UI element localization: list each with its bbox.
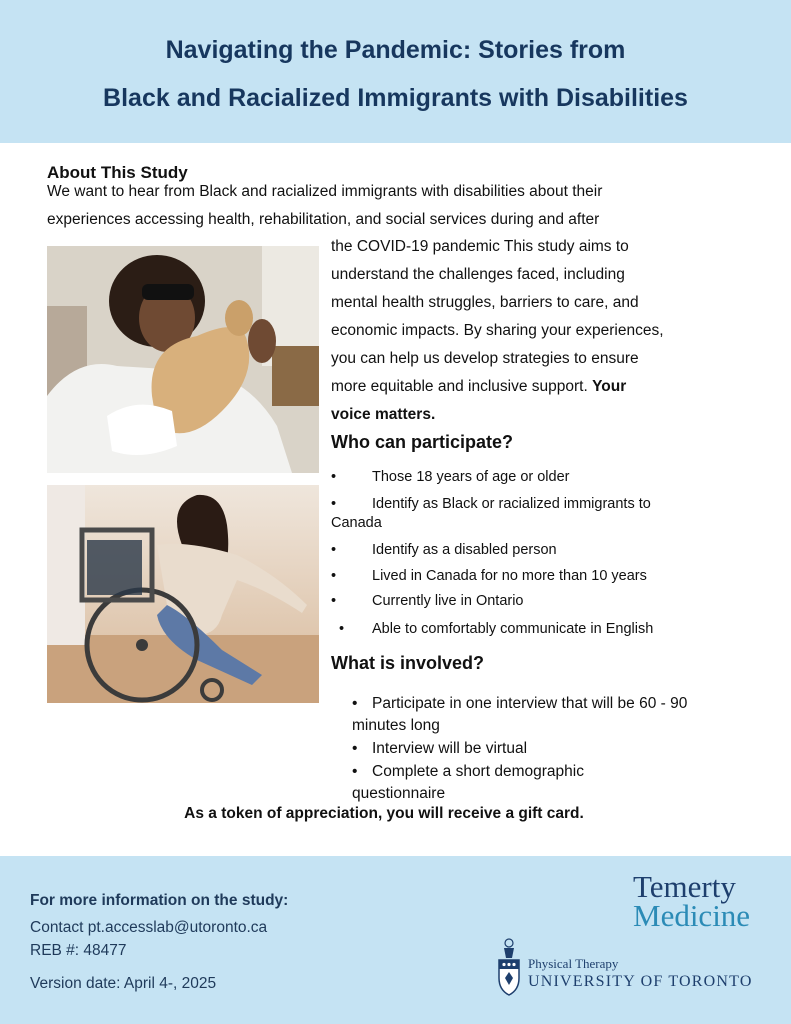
about-body	[331, 233, 731, 429]
body-line-text: more equitable and inclusive support.	[331, 378, 593, 395]
involved-text: Participate in one interview that will be 60 - 90	[372, 695, 688, 712]
body-line: economic impacts. By sharing your experiences,	[331, 322, 664, 339]
intro-line: experiences accessing health, rehabilitation, and social services during and after	[47, 211, 600, 228]
bullet-icon: •	[352, 695, 358, 712]
footer-heading: For more information on the study:	[30, 892, 289, 909]
page-title-line-2: Black and Racialized Immigrants with Disabilities	[103, 84, 688, 112]
page-title-line-1: Navigating the Pandemic: Stories from	[165, 36, 626, 64]
voice-matters-emphasis: voice matters.	[331, 406, 436, 423]
version-date: Version date: April 4-, 2025	[30, 975, 217, 992]
university-crest-icon	[496, 938, 522, 998]
bullet-icon: •	[352, 740, 358, 757]
contact-email-text: Contact pt.accesslab@utoronto.ca	[30, 919, 268, 936]
criteria-text: Lived in Canada for no more than 10 years	[372, 568, 647, 584]
involved-text-continued: questionnaire	[352, 785, 446, 802]
bullet-icon: •	[352, 763, 358, 780]
body-line	[331, 373, 731, 401]
bullet-icon: •	[331, 568, 337, 584]
photo-woman-in-wheelchair	[47, 485, 319, 703]
bullet-icon: •	[331, 469, 337, 485]
temerty-logo-line: Temerty	[633, 869, 736, 904]
body-line	[331, 401, 731, 429]
participate-heading: Who can participate?	[331, 432, 514, 452]
gift-card-notice: As a token of appreciation, you will receive a gift card.	[184, 805, 584, 822]
reb-number: REB #: 48477	[30, 942, 127, 959]
involved-text: Complete a short demographic	[372, 763, 584, 780]
body-line: understand the challenges faced, including	[331, 266, 625, 283]
bullet-icon: •	[331, 542, 337, 558]
involved-text: Interview will be virtual	[372, 740, 528, 757]
involved-text-continued: minutes long	[352, 717, 440, 734]
criteria-text: Identify as Black or racialized immigrants to	[372, 496, 651, 512]
criteria-text: Identify as a disabled person	[372, 542, 557, 558]
voice-matters-emphasis: Your	[592, 378, 627, 395]
photo-woman-with-dog	[47, 246, 319, 473]
medicine-logo-line: Medicine	[633, 898, 751, 933]
bullet-icon: •	[331, 496, 337, 512]
bullet-icon: •	[331, 593, 337, 609]
about-heading: About This Study	[47, 163, 188, 182]
university-name: UNIVERSITY OF TORONTO	[528, 973, 753, 990]
criteria-text-continued: Canada	[331, 515, 382, 531]
body-line: the COVID-19 pandemic This study aims to	[331, 238, 629, 255]
involved-heading: What is involved?	[331, 653, 485, 673]
body-line: you can help us develop strategies to ensure	[331, 350, 639, 367]
criteria-text: Able to comfortably communicate in English	[372, 621, 654, 637]
physical-therapy-label: Physical Therapy	[528, 956, 619, 971]
body-line: mental health struggles, barriers to care, and	[331, 294, 639, 311]
about-intro	[47, 178, 727, 234]
criteria-text: Those 18 years of age or older	[372, 469, 570, 485]
header-band	[0, 0, 791, 143]
bullet-icon: •	[339, 621, 345, 637]
criteria-text: Currently live in Ontario	[372, 593, 524, 609]
intro-line: We want to hear from Black and racialized immigrants with disabilities about their	[47, 183, 603, 200]
